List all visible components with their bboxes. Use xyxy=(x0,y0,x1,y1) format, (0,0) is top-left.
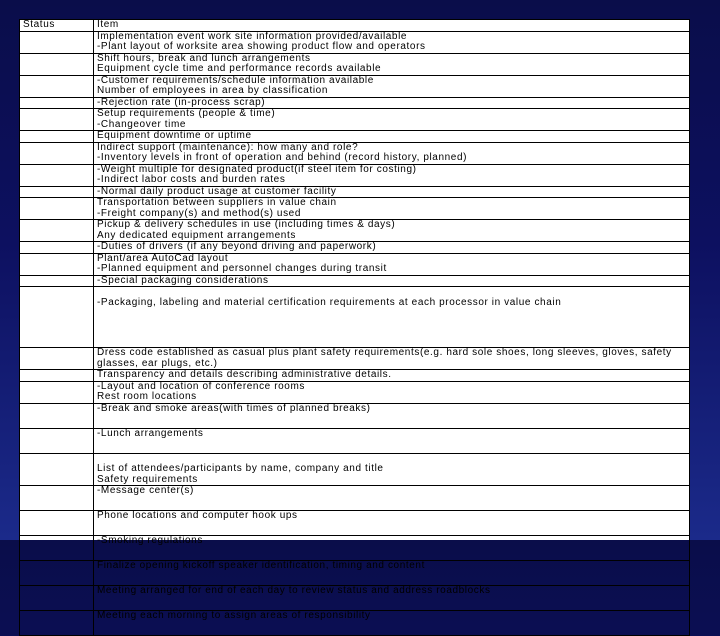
status-cell xyxy=(20,220,94,242)
item-cell xyxy=(94,486,690,511)
implementation-checklist-table xyxy=(19,19,690,636)
item-text: Equipment cycle time and performance records available xyxy=(97,63,382,74)
status-column-header: Status xyxy=(20,20,94,32)
item-text: Indirect support (maintenance): how many and role? xyxy=(97,141,359,153)
status-cell xyxy=(20,611,94,636)
item-column-header: Item xyxy=(94,20,690,32)
item-text: -Changeover time xyxy=(97,118,187,130)
item-text: -Weight multiple for designated product(if steel item for costing) xyxy=(97,163,417,175)
item-text: Equipment downtime or uptime xyxy=(97,130,252,141)
checklist-row xyxy=(20,403,690,428)
checklist-row xyxy=(20,486,690,511)
item-cell xyxy=(94,586,690,611)
item-text: Safety requirements xyxy=(97,473,198,485)
item-cell xyxy=(94,97,690,109)
item-text: Dress code established as casual plus plant safety requirements(e.g. hard sole shoes, long sleeves, gloves, safety glasses, ear plugs, etc.) xyxy=(97,347,672,369)
item-cell xyxy=(94,287,690,348)
item-text: -Customer requirements/schedule information available xyxy=(97,74,374,86)
status-cell xyxy=(20,253,94,275)
status-cell xyxy=(20,428,94,453)
item-text: Transportation between suppliers in value chain xyxy=(97,197,337,208)
item-text: -Break and smoke areas(with times of planned breaks) xyxy=(97,402,371,414)
checklist-row xyxy=(20,586,690,611)
item-text: -Plant layout of worksite area showing product flow and operators xyxy=(97,41,426,52)
item-text: -Special packaging considerations xyxy=(97,274,269,286)
status-cell xyxy=(20,348,94,370)
header-row xyxy=(20,20,690,32)
item-text: Phone locations and computer hook ups xyxy=(97,510,298,521)
item-text: Any dedicated equipment arrangements xyxy=(97,229,296,241)
checklist-row xyxy=(20,561,690,586)
checklist-row xyxy=(20,97,690,109)
item-text: Setup requirements (people & time) xyxy=(97,108,276,119)
item-text: -Inventory levels in front of operation and behind (record history, planned) xyxy=(97,152,468,163)
item-cell xyxy=(94,536,690,561)
item-text: -Lunch arrangements xyxy=(97,427,204,439)
item-text: -Normal daily product usage at customer facility xyxy=(97,185,337,197)
item-text: Number of employees in area by classification xyxy=(97,85,328,96)
item-cell xyxy=(94,142,690,164)
item-cell xyxy=(94,131,690,143)
checklist-row xyxy=(20,186,690,198)
item-cell xyxy=(94,220,690,242)
checklist-row xyxy=(20,611,690,636)
item-cell xyxy=(94,275,690,287)
item-text: Implementation event work site information provided/available xyxy=(97,30,408,42)
status-cell xyxy=(20,561,94,586)
checklist-body xyxy=(20,31,690,636)
item-cell xyxy=(94,53,690,75)
slide-sheet xyxy=(19,19,689,621)
status-cell xyxy=(20,97,94,109)
item-text: Pickup & delivery schedules in use (including times & days) xyxy=(97,219,396,230)
item-text: Transparency and details describing administrative details. xyxy=(97,369,392,380)
item-cell xyxy=(94,348,690,370)
checklist-row xyxy=(20,242,690,254)
item-cell xyxy=(94,370,690,382)
status-cell xyxy=(20,131,94,143)
checklist-row xyxy=(20,453,690,486)
checklist-row xyxy=(20,428,690,453)
status-cell xyxy=(20,381,94,403)
checklist-row xyxy=(20,275,690,287)
status-cell xyxy=(20,486,94,511)
item-text: Plant/area AutoCad layout xyxy=(97,252,229,264)
checklist-row xyxy=(20,370,690,382)
item-cell xyxy=(94,403,690,428)
item-cell xyxy=(94,186,690,198)
checklist-row xyxy=(20,511,690,536)
item-text: -Message center(s) xyxy=(97,485,194,496)
status-cell xyxy=(20,275,94,287)
item-cell xyxy=(94,561,690,586)
status-cell xyxy=(20,370,94,382)
status-cell xyxy=(20,53,94,75)
status-cell xyxy=(20,242,94,254)
checklist-row xyxy=(20,75,690,97)
checklist-row xyxy=(20,198,690,220)
checklist-row xyxy=(20,536,690,561)
item-cell xyxy=(94,109,690,131)
checklist-row xyxy=(20,253,690,275)
item-text: -Freight company(s) and method(s) used xyxy=(97,207,301,219)
status-cell xyxy=(20,109,94,131)
item-text: List of attendees/participants by name, company and title xyxy=(97,463,384,474)
status-cell xyxy=(20,142,94,164)
item-cell xyxy=(94,611,690,636)
item-cell xyxy=(94,31,690,53)
status-cell xyxy=(20,186,94,198)
status-cell xyxy=(20,31,94,53)
status-cell xyxy=(20,453,94,486)
checklist-row xyxy=(20,142,690,164)
checklist-row xyxy=(20,131,690,143)
item-text: -Layout and location of conference rooms xyxy=(97,380,305,392)
item-text: Meeting each morning to assign areas of responsibility xyxy=(97,610,371,621)
checklist-row xyxy=(20,348,690,370)
status-cell xyxy=(20,586,94,611)
item-cell xyxy=(94,428,690,453)
checklist-row xyxy=(20,109,690,131)
item-text: -Planned equipment and personnel changes during transit xyxy=(97,263,387,274)
checklist-row xyxy=(20,287,690,348)
item-text xyxy=(97,287,686,298)
checklist-row xyxy=(20,53,690,75)
item-text: -Smoking regulations xyxy=(97,535,203,546)
item-text: Shift hours, break and lunch arrangements xyxy=(97,52,311,64)
status-cell xyxy=(20,164,94,186)
item-cell xyxy=(94,511,690,536)
item-cell xyxy=(94,198,690,220)
checklist-row xyxy=(20,220,690,242)
item-cell xyxy=(94,242,690,254)
item-text: Finalize opening kickoff speaker identification, timing and content xyxy=(97,560,425,571)
checklist-row xyxy=(20,164,690,186)
item-text: -Packaging, labeling and material certification requirements at each processor in value chain xyxy=(97,296,562,308)
status-cell xyxy=(20,511,94,536)
item-text: Rest room locations xyxy=(97,391,197,402)
status-cell xyxy=(20,536,94,561)
item-text: -Rejection rate (in-process scrap) xyxy=(97,96,266,108)
status-cell xyxy=(20,198,94,220)
item-text: Meeting arranged for end of each day to review status and address roadblocks xyxy=(97,585,491,596)
item-text: -Duties of drivers (if any beyond driving and paperwork) xyxy=(97,241,377,252)
item-cell xyxy=(94,253,690,275)
item-cell xyxy=(94,75,690,97)
item-cell xyxy=(94,164,690,186)
status-cell xyxy=(20,403,94,428)
item-cell xyxy=(94,381,690,403)
status-cell xyxy=(20,75,94,97)
status-cell xyxy=(20,287,94,348)
checklist-row xyxy=(20,381,690,403)
checklist-row xyxy=(20,31,690,53)
item-cell xyxy=(94,453,690,486)
item-text: -Indirect labor costs and burden rates xyxy=(97,174,286,185)
